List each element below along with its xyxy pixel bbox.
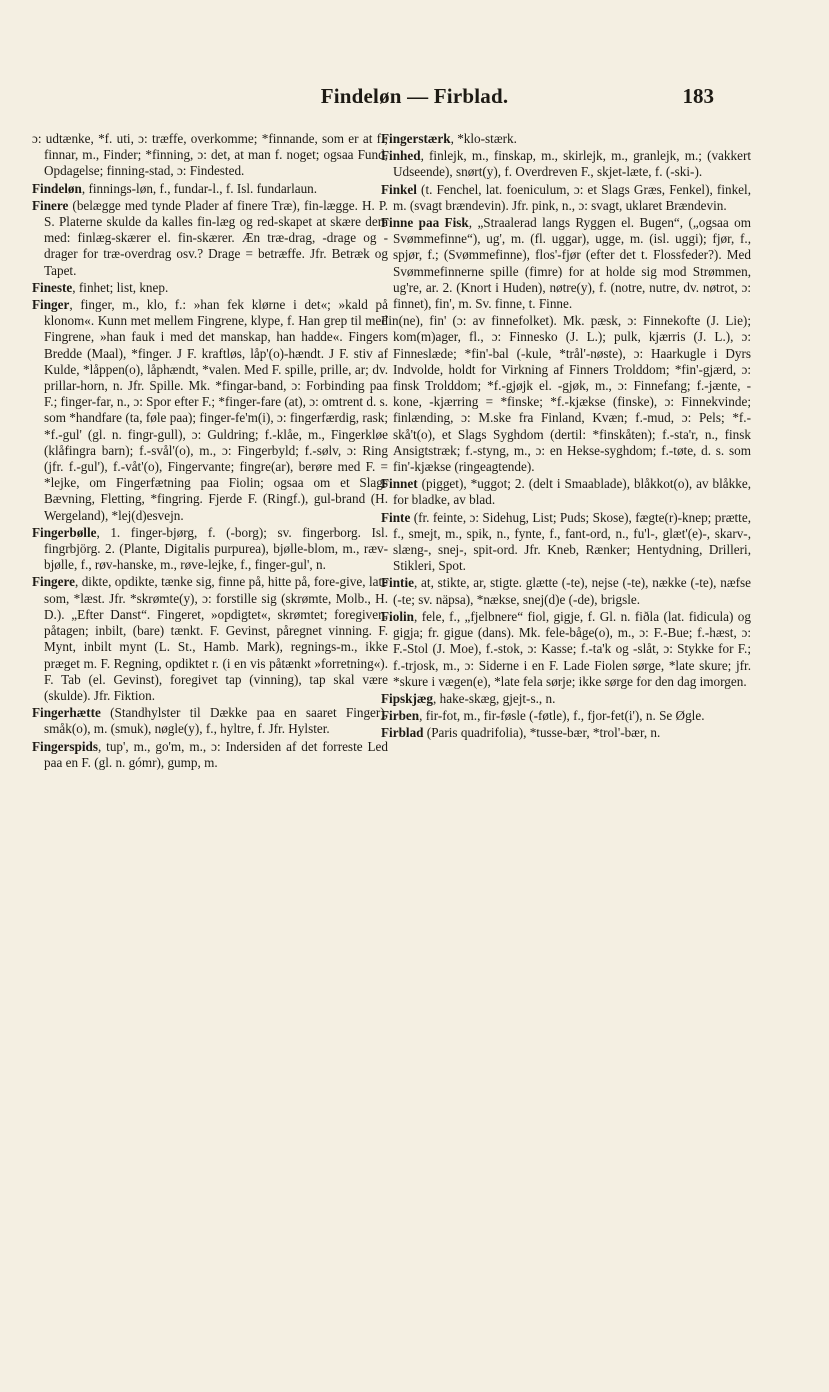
left-column (32, 131, 388, 772)
entry-firblad: Firblad (Paris quadrifolia), *tusse-bær, *trol'-bær, n. (381, 725, 661, 741)
page-title: Findeløn — Firblad. (320, 84, 509, 108)
running-header (0, 84, 829, 114)
entry-fintie: Fintie, at, stikte, ar, stigte. glætte (-te), nejse (-te), nække (-te), næfse (-te; sv. näpsa), *nækse, snej(d)e (-de), brigsle. (381, 575, 751, 607)
page-number: 183 (682, 84, 714, 108)
entry-findelon: Findeløn, finnings-løn, f., fundar-l., f. Isl. fundarlaun. (32, 180, 318, 196)
entry-finte: Finte (fr. feinte, ɔ: Sidehug, List; Puds; Skose), fægte(r)-knep; prætte, f., smejt, m., spik, n., fynte, f., fant-ord, n., fu'l-, glæt'(e)-, skarv-, slæng-, snej-, spit-ord. Jfr. Kneb, Rænker; Hentydning, Drilleri, Stikleri, Spot. (381, 509, 751, 574)
entry-finhed: Finhed, finlejk, m., finskap, m., skirlejk, m., granlejk, m.; (vakkert Udseende), snørt(y), f. Overdreven F., skjet-læte, f. (-ski-). (381, 148, 751, 180)
entry-finger: Finger, finger, m., klo, f.: »han fek klørne i det«; »kald på klonom«. Kunn met mellem Fingrene, klype, f. Han grep til med Fingrene, »han fauk i med det manskap, han hadde«. Fingers Bredde (Maal), *finger. J F. kraftløs, låp'(o)-hændt. J F. stiv af Kulde, *låppen(o), låphændt, *valen. Med F. spille, prille, ar; dv. prillar-horn, n. Jfr. Spille. Mk. *fingar-band, ɔ: Forbinding paa F.; finger-far, n., ɔ: Spor efter F.; *finger-fare (at), ɔ: omtrent d. s. som *handfare (ta, føle paa); finger-fe'm(i), ɔ: fingerfærdig, rask; *f.-gul' (gl. n. fingr-gull), ɔ: Guldring; f.-klåe, m., Fingerkløe (klåfingra barn); f.-svål'(o), m., ɔ: Fingerbyld; f.-sølv, ɔ: Ring (jfr. f.-gul'), f.-våt'(o), Fingervante; fingre(ar), berøre med F. = *lejke, om Fingerfætning paa Fiolin; ogsaa om et Slags Bævning, Fletting, *fingring. Fjerde F. (Ringf.), gul-brand (H. Wergeland), *lej(d)esvejn. (32, 297, 388, 523)
entry-fingere: Fingere, dikte, opdikte, tænke sig, finne på, hitte på, fore-give, late som, *læst. Jfr. *skrømte(y), ɔ: forstille sig (skrømte, Molb., H. D.). „Efter Danst“. Fingeret, »opdigtet«, skrømtet; foregiven, påtagen; inbilt, (bare) tænkt. F. Gevinst, påregnet vinning. F. Mynt, inbilt mynt (L. St., Hamb. Mark), regnings-m., ikke præget m. F. Regning, opdiktet r. (i en vis påtænkt »forretning«). F. Tab (el. Gevinst), foregivet tap (vinning), tap skal være (skulde). Jfr. Fiktion. (32, 574, 388, 703)
entry-finere: Finere (belægge med tynde Plader af finere Træ), fin-lægge. H. P. S. Platerne skulde da kalles fin-læg og red-skapet at skære dem med: finlæg-skærer el. fin-skærer. Æn træ-drag, -drage og -drager for træ-overdrag osv.? Drage = betræffe. Jfr. Betræk og Tapet. (32, 197, 388, 278)
entry-fingerstaerk: Fingerstærk, *klo-stærk. (381, 131, 517, 146)
entry-firben: Firben, fir-fot, m., fir-føsle (-føtle), f., fjor-fet(i'), n. Se Øgle. (381, 708, 705, 724)
entry-fipskjaeg: Fipskjæg, hake-skæg, gjejt-s., n. (381, 690, 556, 706)
entry-finne-paa-fisk: Finne paa Fisk, „Straalerad langs Ryggen el. Bugen“, („ogsaa om Svømmefinne“), ug', m. (fl. uggar), ugge, m. (isl. uggi); fjør, f., spjør, f.; (Svømmefinne), flos'-fjør (efter det t. Flossfeder?). Med Svømmefinnerne spille (fimre) for at holde sig mod Strømmen, ug're, ar. 2. (Knort i Huden), nøtre(y), f. (notre, nutre, dv. nøtrot, ɔ: finnet), fin', m. Sv. finne, t. Finne. (381, 215, 751, 312)
right-column (381, 131, 751, 743)
entry-fiolin: Fiolin, fele, f., „fjelbnere“ fiol, gigje, f. Gl. n. fiðla (lat. fidicula) og gigja; fr. gigue (dans). Mk. fele-båge(o), m., ɔ: F.-Bue; f.-hæst, ɔ: F.-Stol (J. Moe), f.-stok, ɔ: Kasse; f.-ta'k og -slåt, ɔ: Stykke for F.; f.-trjosk, m., ɔ: Siderne i en F. Lade Fiolen sørge, *late skure; jfr. *skure i vægen(e), *late fela sørje; ikke sørge for den dag imorgen. (381, 608, 751, 689)
entry-fingerbolle: Fingerbølle, 1. finger-bjørg, f. (-borg); sv. fingerborg. Isl. fingrbjörg. 2. (Plante, Digitalis purpurea), bjølle-blom, m., ræv-bjølle, f., røv-hanske, m., røve-lejke, f., finger-gul', n. (32, 524, 388, 573)
entry-fineste: Fineste, finhet; list, knep. (32, 279, 169, 295)
entry-finne-folk: Fin(ne), fin' (ɔ: av finnefolket). Mk. pæsk, ɔ: Finnekofte (J. Lie); kom(m)ager, fl., ɔ: Finnesko (J. L.); pulk, kjærris (J. L.), ɔ: Finneslæde; *fin'-bal (-kule, *trål'-nøste), ɔ: Haarkugle i Dyrs Indvolde, holdt for Virkning af Finners Trolddom; *fin'-gjærd, ɔ: finsk Trolddom; *f.-gjøjk el. -gjøk, m., ɔ: Finnefang; f.-jænte, -kone, -kjærring = *finske; *f.-kjækse (finske), ɔ: Finnekvinde; finlænding, ɔ: M.ske fra Finland, Kvæn; f.-mud, ɔ: Pels; *f.-skå't(o), et Slags Syghdom (dertil: *finskåten); f.-sta'r, n., finsk Ansigtstræk; f.-styng, m., ɔ: en Hekse-syghdom; f.-tøte, d. s. som fin'-kjækse (ringeagtende). (381, 313, 751, 475)
entry-finkel: Finkel (t. Fenchel, lat. foeniculum, ɔ: et Slags Græs, Fenkel), finkel, m. (svagt brændevin). Jfr. pink, n., ɔ: svagt, uklaret Brændevin. (381, 181, 751, 213)
entry-fingerhaette: Fingerhætte (Standhylster til Dække paa en saaret Finger), småk(o), m. (smuk), nøgle(y), f., hyltre, f. Jfr. Hylster. (32, 705, 388, 737)
entry-udtaenke-continued: ɔ: udtænke, *f. uti, ɔ: træffe, overkomme; *finnande, som er at f.; finnar, m., Finder; *finning, ɔ: det, at man f. noget; ogsaa Fund, Opdagelse; finning-stad, ɔ: Findested. (32, 131, 388, 179)
entry-fingerspids: Fingerspids, tup', m., go'm, m., ɔ: Indersiden af det forreste Led paa en F. (gl. n. gómr), gump, m. (32, 738, 388, 770)
entry-finnet: Finnet (pigget), *uggot; 2. (delt i Smaablade), blåkkot(o), av blåkke, for bladke, av blad. (381, 476, 751, 508)
